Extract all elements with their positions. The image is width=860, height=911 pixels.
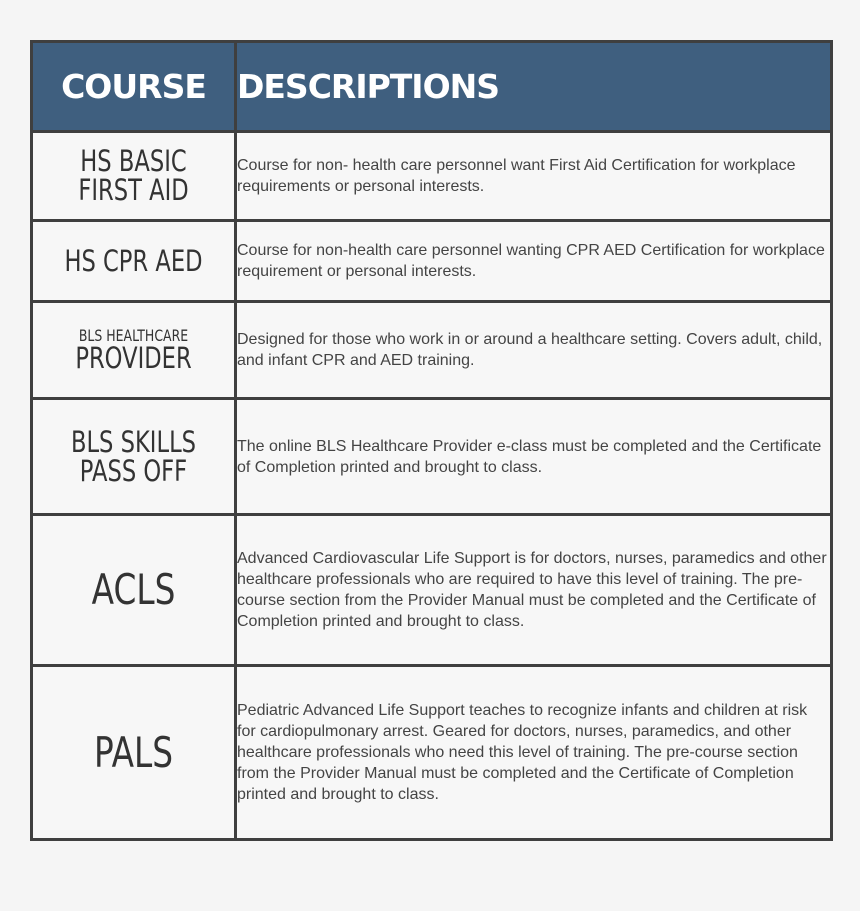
course-name-line: HS BASIC [80, 144, 187, 178]
table-row [32, 515, 832, 666]
course-name-line: HS CPR AED [64, 243, 203, 278]
course-description: Pediatric Advanced Life Support teaches to recognize infants and children at risk for cardiopulmonary arrest. Geared for doctors, nurses, paramedics, and other healthcare professionals who need this level of training. The pre-course section from the Provider Manual must be completed and the Certificate of Completion printed and brought to class. [236, 666, 832, 840]
table-row [32, 666, 832, 840]
table-row [32, 221, 832, 302]
course-description: Designed for those who work in or around a healthcare setting. Covers adult, child, and infant CPR and AED training. [236, 302, 832, 399]
course-name [32, 132, 236, 221]
course-name [32, 302, 236, 399]
course-name-line: BLS HEALTHCARE [78, 325, 189, 345]
course-description: Advanced Cardiovascular Life Support is for doctors, nurses, paramedics and other healthcare professionals who are required to have this level of training. The pre-course section from the Provider Manual must be completed and the Certificate of Completion printed and brought to class. [236, 515, 832, 666]
course-name [32, 221, 236, 302]
table-row [32, 302, 832, 399]
course-table [30, 40, 833, 841]
course-name-line: FIRST AID [78, 173, 189, 207]
course-description: Course for non- health care personnel want First Aid Certification for workplace requirements or personal interests. [236, 132, 832, 221]
table-row [32, 132, 832, 221]
header-course: COURSE [32, 42, 236, 132]
course-name-line: ACLS [91, 565, 176, 614]
course-description: The online BLS Healthcare Provider e-class must be completed and the Certificate of Completion printed and brought to class. [236, 399, 832, 515]
course-description: Course for non-health care personnel wanting CPR AED Certification for workplace requirement or personal interests. [236, 221, 832, 302]
table-row [32, 399, 832, 515]
course-name-line: PROVIDER [75, 340, 192, 375]
course-name-line: PALS [93, 727, 174, 777]
course-name [32, 666, 236, 840]
course-name-line: PASS OFF [79, 453, 188, 488]
course-name-line: BLS SKILLS [70, 424, 197, 459]
course-name [32, 515, 236, 666]
table-header-row [32, 42, 832, 132]
header-descriptions: DESCRIPTIONS [236, 42, 832, 132]
course-name [32, 399, 236, 515]
